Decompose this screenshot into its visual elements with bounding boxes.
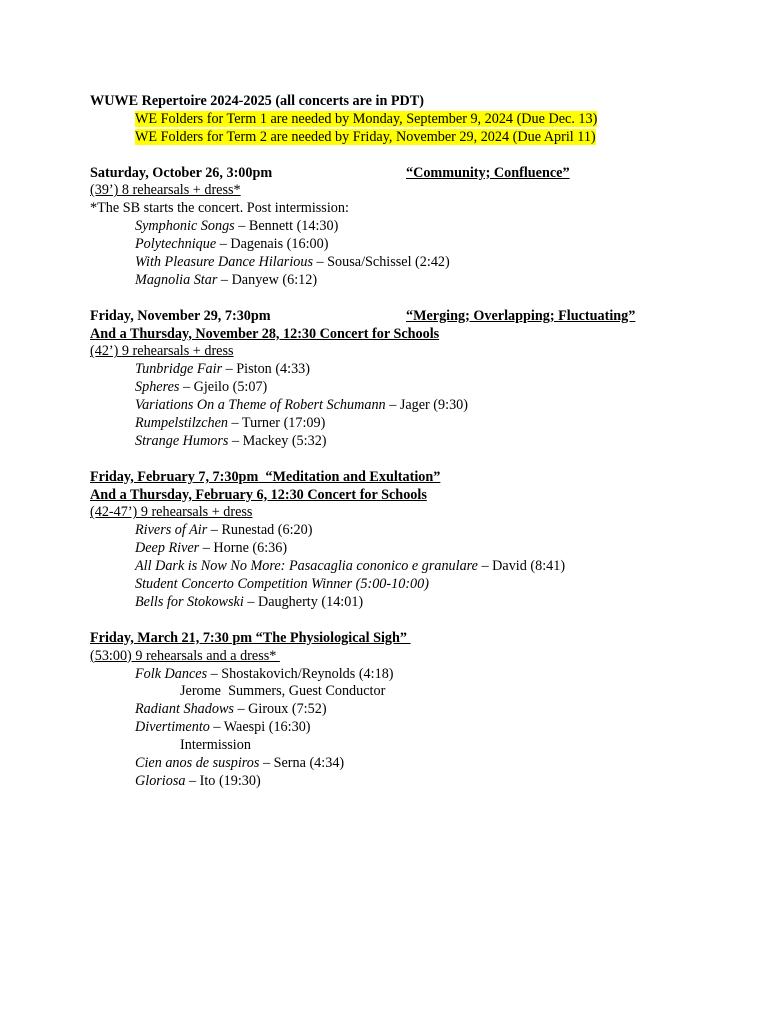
piece-item [90,666,710,684]
piece-item [90,236,710,254]
concert-1-heading [90,165,710,183]
piece-title: Cien anos de suspiros [135,754,260,771]
concert-3-heading: Friday, February 7, 7:30pm “Meditation and Exultation” [90,468,441,485]
piece-title: Folk Dances [135,665,208,682]
piece-item [90,397,710,415]
piece-title: Rivers of Air [135,522,208,539]
piece-title: Strange Humors [135,432,229,449]
spacer [90,451,710,469]
concert-4-heading: Friday, March 21, 7:30 pm “The Physiological Sigh” [90,629,411,646]
concert-3-schools: And a Thursday, February 6, 12:30 Concert for Schools [90,486,427,503]
document-title: WUWE Repertoire 2024-2025 (all concerts are in PDT) [90,93,424,109]
highlight: WE Folders for Term 2 are needed by Friday, November 29, 2024 (Due April 11) [135,128,596,145]
piece-title: Polytechnique [135,236,217,253]
piece-title: Bells for Stokowski [135,593,244,610]
piece-item [90,522,710,540]
piece-item [90,576,710,594]
piece-details: – Dagenais (16:00) [216,236,329,253]
guest-conductor-note: Jerome Summers, Guest Conductor [180,683,386,700]
piece-details: – Turner (17:09) [228,415,326,432]
piece-details: – Serna (4:34) [259,754,345,771]
document-page [90,93,710,791]
piece-details: – David (8:41) [477,558,566,575]
piece-title: Tunbridge Fair [135,361,223,378]
concert-theme: “Community; Confluence” [406,164,570,181]
piece-title: Divertimento [135,719,210,736]
piece-item [90,415,710,433]
piece-item [90,540,710,558]
piece-title: Rumpelstilzchen [135,415,228,432]
folder-note-term-1 [90,111,710,129]
spacer [90,290,710,308]
piece-item [90,218,710,236]
piece-title: Spheres [135,379,180,396]
concert-date: Friday, November 29, 7:30pm [90,307,271,324]
piece-title: Radiant Shadows [135,701,234,718]
intermission-note: Intermission [180,737,251,754]
piece-details: – Gjeilo (5:07) [179,379,268,396]
piece-title: Symphonic Songs [135,218,235,235]
piece-details: – Ito (19:30) [185,772,261,789]
piece-details: – Daugherty (14:01) [243,593,364,610]
piece-details: – Piston (4:33) [222,361,310,378]
concert-2-schools: And a Thursday, November 28, 12:30 Concert for Schools [90,325,440,342]
piece-details: – Shostakovich/Reynolds (4:18) [207,665,394,682]
piece-details: – Bennett (14:30) [234,218,339,235]
concert-4-rehearsals: (53:00) 9 rehearsals and a dress* [90,647,280,664]
piece-title: Magnolia Star [135,271,218,288]
piece-item [90,272,710,290]
piece-item [90,361,710,379]
concert-theme: “Merging; Overlapping; Fluctuating” [406,307,636,324]
piece-item [90,701,710,719]
piece-title: Deep River [135,540,200,557]
piece-title: Gloriosa [135,772,186,789]
piece-item [90,558,710,576]
piece-item [90,594,710,612]
concert-2-heading [90,308,710,326]
piece-details: – Sousa/Schissel (2:42) [312,254,450,271]
concert-1-rehearsals: (39’) 8 rehearsals + dress* [90,182,241,199]
spacer [90,147,710,165]
piece-title: With Pleasure Dance Hilarious [135,254,313,271]
piece-details: – Waespi (16:30) [209,719,311,736]
piece-title: All Dark is Now No More: Pasacaglia cononico e granulare [135,558,478,575]
concert-3-rehearsals: (42-47’) 9 rehearsals + dress [90,504,253,521]
piece-title: Student Concerto Competition Winner (5:00-10:00) [135,576,429,593]
piece-details: – Giroux (7:52) [233,701,327,718]
concert-date: Saturday, October 26, 3:00pm [90,164,273,181]
piece-item [90,755,710,773]
piece-item [90,433,710,451]
highlight: WE Folders for Term 1 are needed by Monday, September 9, 2024 (Due Dec. 13) [135,110,598,127]
concert-1-note: *The SB starts the concert. Post intermission: [90,200,349,217]
piece-details: – Mackey (5:32) [228,432,327,449]
piece-item [90,379,710,397]
piece-item [90,773,710,791]
spacer [90,612,710,630]
piece-item [90,719,710,737]
piece-item [90,254,710,272]
piece-details: – Horne (6:36) [199,540,288,557]
piece-details: – Jager (9:30) [385,397,468,414]
concert-2-rehearsals: (42’) 9 rehearsals + dress [90,343,234,360]
piece-title: Variations On a Theme of Robert Schumann [135,397,386,414]
folder-note-term-2 [90,129,710,147]
piece-details: – Runestad (6:20) [207,522,313,539]
piece-details: – Danyew (6:12) [217,271,318,288]
